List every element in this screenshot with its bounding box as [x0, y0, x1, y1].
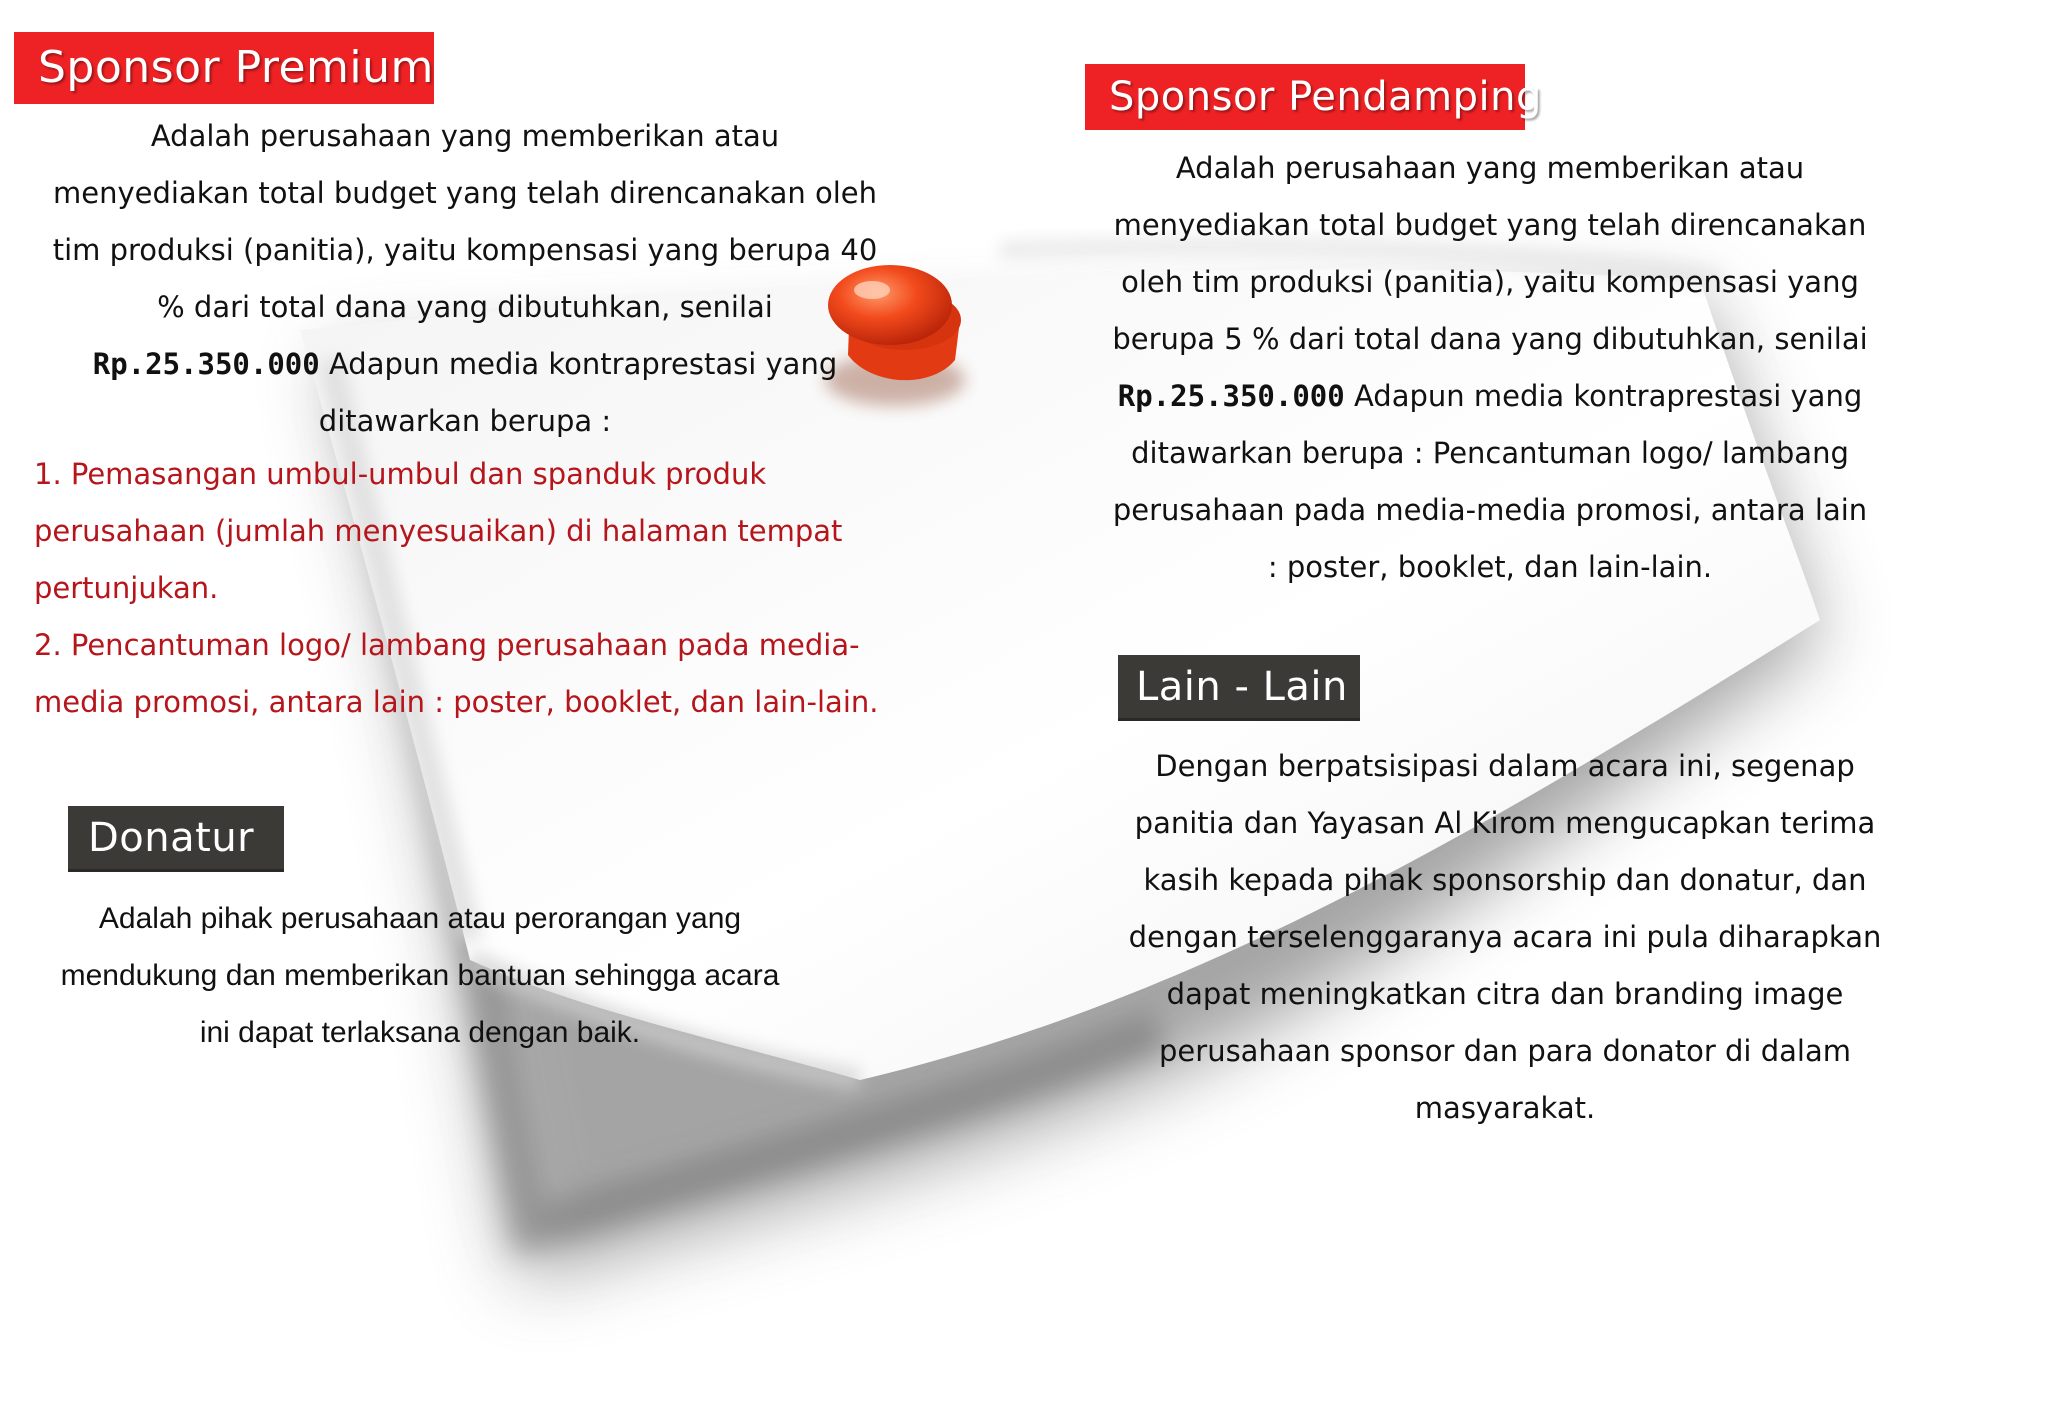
- sponsor-pendamping-title: Sponsor Pendamping: [1085, 64, 1525, 130]
- sponsor-premium-desc-part2: Adapun media kontraprestasi yang ditawarkan berupa :: [318, 347, 838, 438]
- sponsor-pendamping-amount: Rp.25.350.000: [1117, 379, 1345, 413]
- sponsor-pendamping-desc-part1: Adalah perusahaan yang memberikan atau menyediakan total budget yang telah direncanakan oleh tim produksi (panitia), yaitu kompensasi yang berupa 5 % dari total dana yang dibutuhkan, senilai: [1112, 151, 1868, 356]
- list-item: 1. Pemasangan umbul-umbul dan spanduk produk perusahaan (jumlah menyesuaikan) di halaman tempat pertunjukan.: [34, 457, 843, 605]
- sponsor-premium-amount: Rp.25.350.000: [92, 347, 320, 381]
- sponsor-pendamping-description: [1110, 140, 1870, 596]
- sponsor-premium-title: Sponsor Premium: [14, 32, 434, 104]
- sponsor-premium-description: [50, 108, 880, 450]
- donatur-title: Donatur: [68, 806, 284, 872]
- lain-lain-description: Dengan berpatsisipasi dalam acara ini, segenap panitia dan Yayasan Al Kirom mengucapkan terima kasih kepada pihak sponsorship dan donatur, dan dengan terselenggaranya acara ini pula diharapkan dapat meningkatkan citra dan branding image perusahaan sponsor dan para donator di dalam masyarakat.: [1128, 749, 1882, 1125]
- donatur-description: Adalah pihak perusahaan atau perorangan yang mendukung dan memberikan bantuan sehingga acara ini dapat terlaksana dengan baik.: [60, 902, 780, 1049]
- sponsor-pendamping-desc-part2: Adapun media kontraprestasi yang ditawarkan berupa : Pencantuman logo/ lambang perusahaan pada media-media promosi, antara lain : poster, booklet, dan lain-lain.: [1112, 379, 1868, 584]
- sponsor-premium-desc-part1: Adalah perusahaan yang memberikan atau menyediakan total budget yang telah direncanakan oleh tim produksi (panitia), yaitu kompensasi yang berupa 40 % dari total dana yang dibutuhkan, senilai: [52, 119, 878, 324]
- list-item: 2. Pencantuman logo/ lambang perusahaan pada media-media promosi, antara lain : poster, booklet, dan lain-lain.: [34, 628, 879, 719]
- lain-lain-title: Lain - Lain: [1118, 655, 1360, 721]
- sponsor-premium-benefits: [34, 446, 894, 731]
